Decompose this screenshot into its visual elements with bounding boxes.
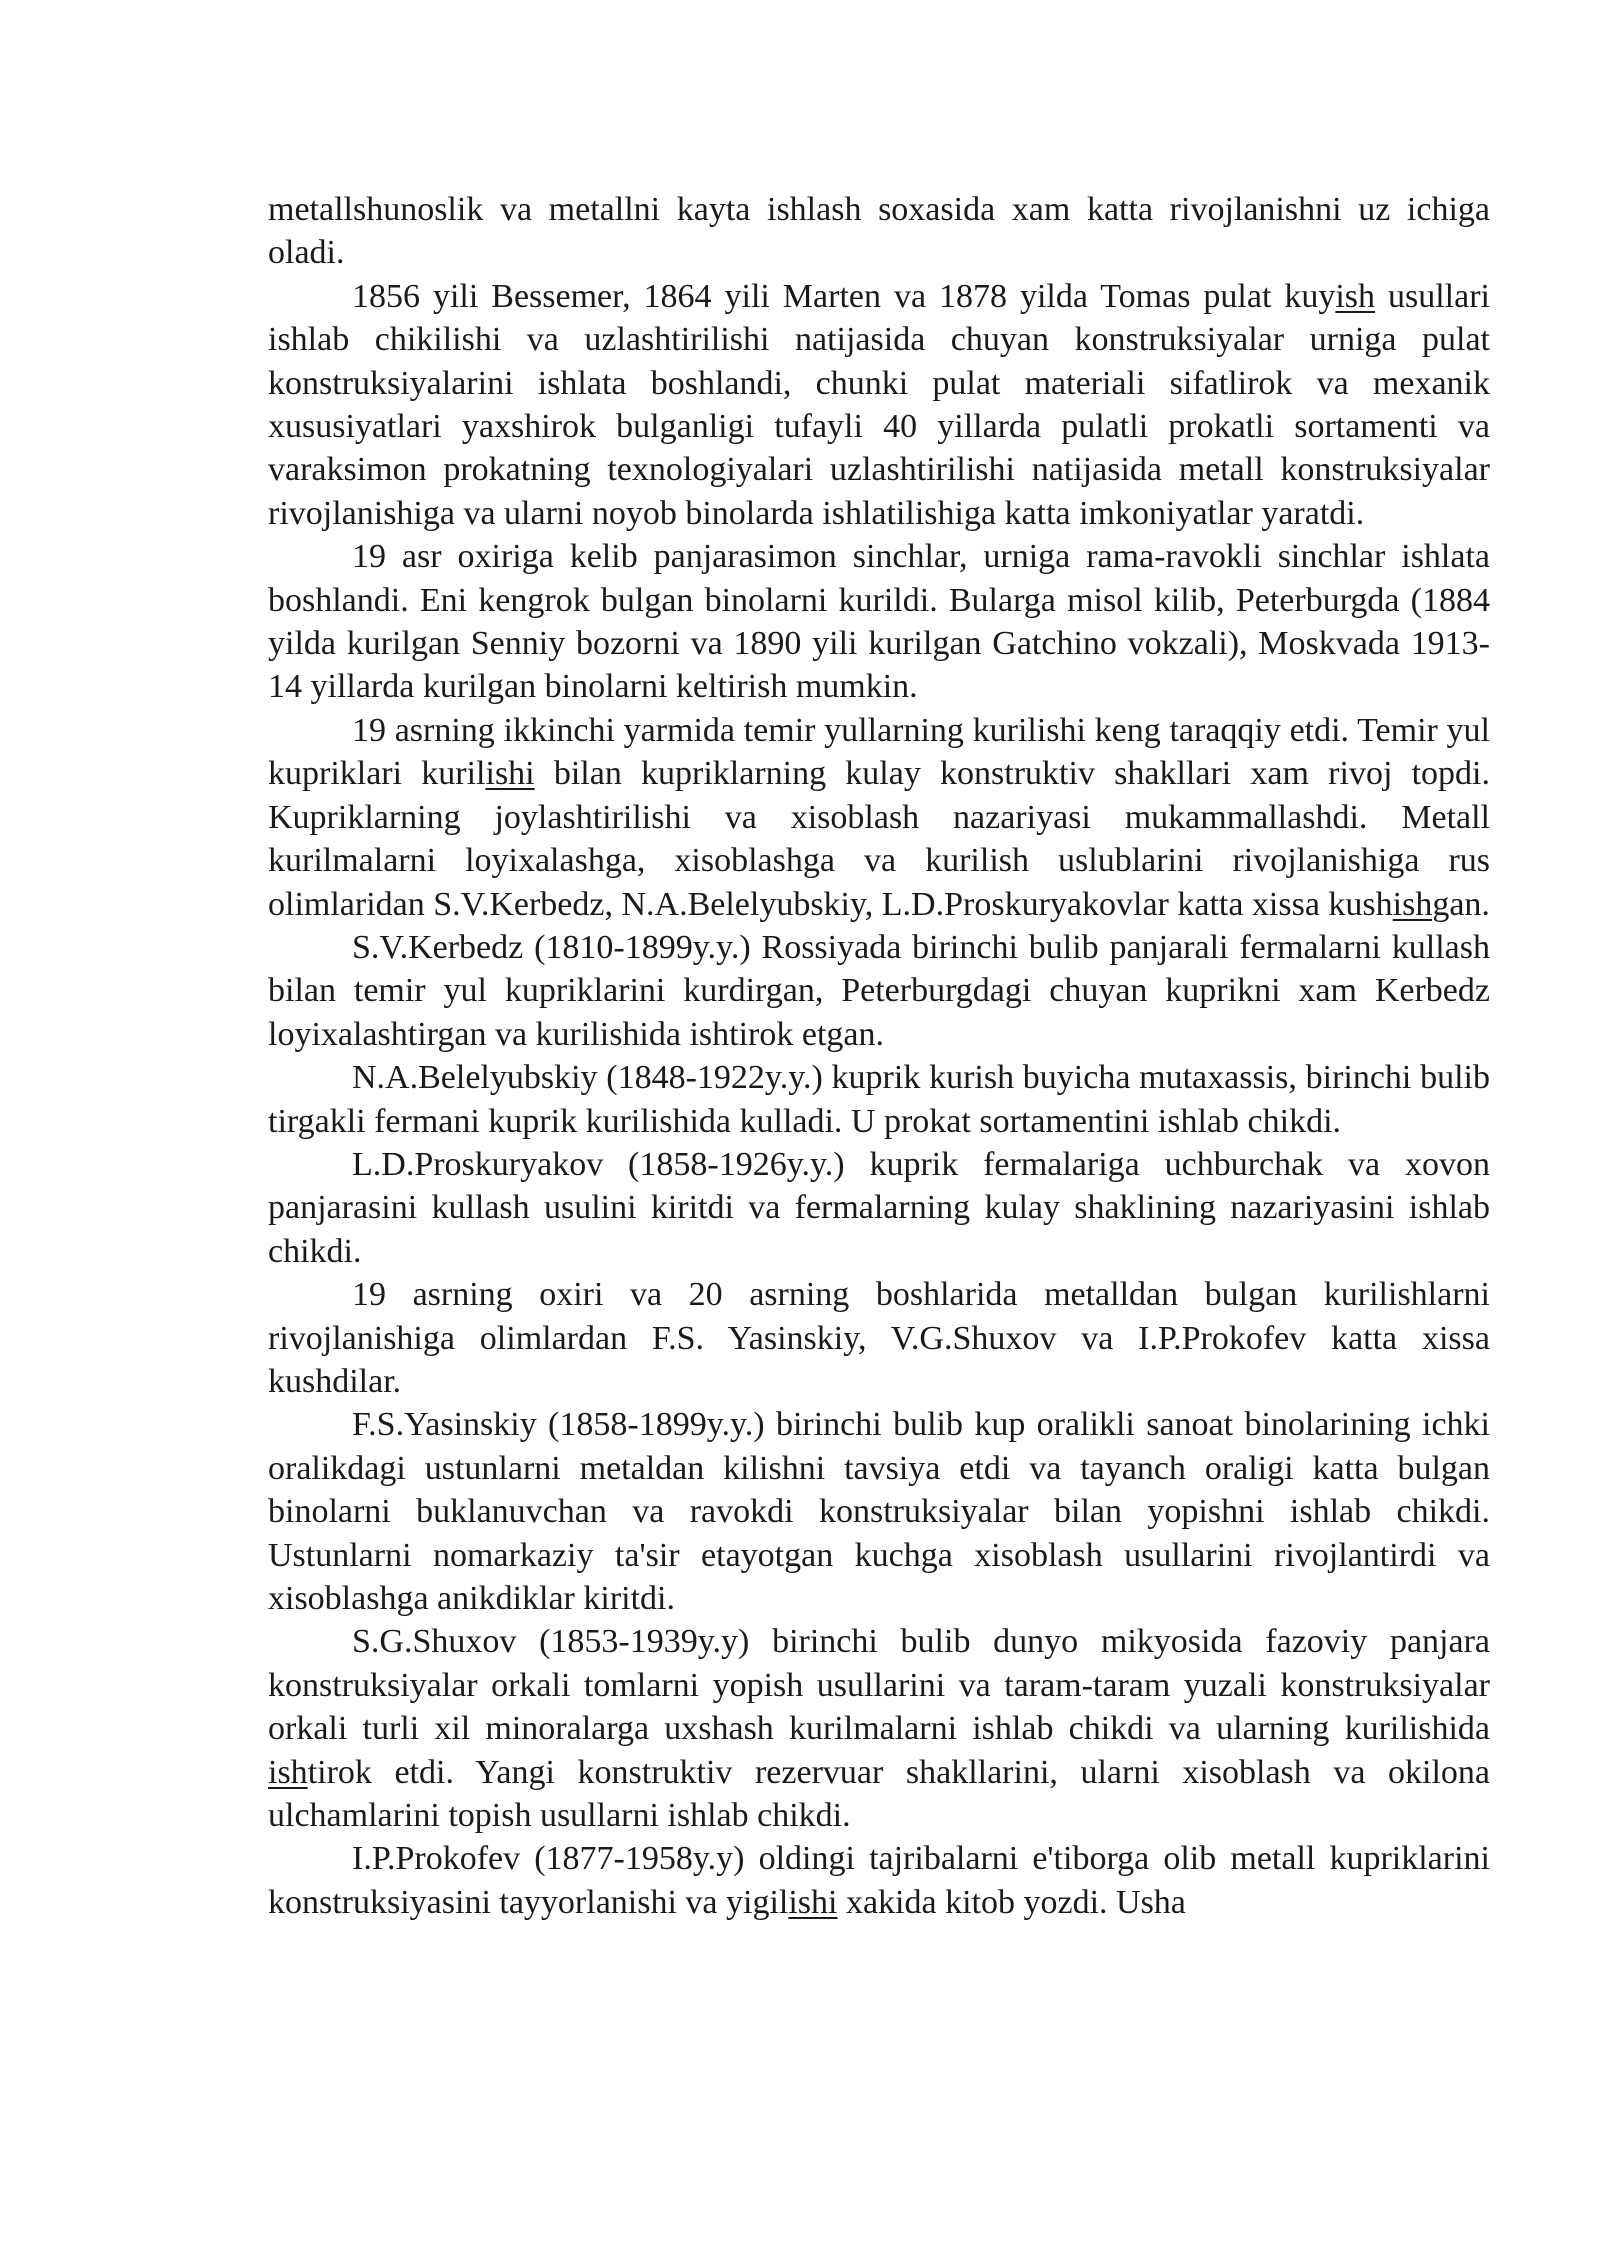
text-run: an. — [1449, 885, 1490, 923]
paragraph — [268, 709, 1490, 926]
underlined-text: ishg — [1392, 885, 1450, 923]
paragraph — [268, 1403, 1490, 1620]
text-run: bilan kupriklarning kulay konstruktiv shakllari xam rivoj topdi. Kupriklarning joylashtirilishi va xisoblash nazariyasi mukammallashdi. Metall kurilmalarni loyixalashga, xisoblashga va kurilish uslublarini rivojlanishiga rus olimlaridan S.V.Kerbedz, N.A.Belelyubskiy, L.D.Proskuryakovlar katta xissa kush — [268, 755, 1490, 923]
paragraph — [268, 1620, 1490, 1837]
underlined-text: ishi — [485, 755, 535, 793]
text-run: 19 asr oxiriga kelib panjarasimon sinchlar, urniga rama-ravokli sinchlar ishlata boshlandi. Eni kengrok bulgan binolarni kurildi. Bularga misol kilib, Peterburgda (1884 yilda kurilgan Senniy bozorni va 1890 yili kurilgan Gatchino vokzali), Moskvada 1913-14 yillarda kurilgan binolarni keltirish mumkin. — [268, 538, 1490, 706]
text-run: xakida kitob yozdi. Usha — [837, 1883, 1186, 1921]
text-run: tirok etdi. Yangi konstruktiv rezervuar shakllarini, ularni xisoblash va okilona ulchamlarini topish usullarni ishlab chikdi. — [268, 1753, 1490, 1835]
paragraph — [268, 1273, 1490, 1403]
text-run: 19 asrning ikkinchi yarmida temir yullarning kurilishi keng taraqqiy etdi. Temir yul kupriklari kuril — [268, 711, 1490, 793]
text-run: N.A.Belelyubskiy (1848-1922y.y.) kuprik kurish buyicha mutaxassis, birinchi bulib tirgakli fermani kuprik kurilishida kulladi. U prokat sortamentini ishlab chikdi. — [268, 1059, 1490, 1140]
paragraph — [268, 188, 1490, 275]
underlined-text: ish — [268, 1753, 308, 1791]
text-run: I.P.Prokofev (1877-1958y.y) oldingi tajribalarni e'tiborga olib metall kupriklarini konstruksiyasini tayyorlanishi va yigil — [268, 1840, 1490, 1921]
text-run: metallshunoslik va metallni kayta ishlash soxasida xam katta rivojlanishni uz ichiga oladi. — [268, 191, 1490, 272]
paragraph — [268, 275, 1490, 535]
text-run: S.V.Kerbedz (1810-1899y.y.) Rossiyada birinchi bulib panjarali fermalarni kullash bilan temir yul kupriklarini kurdirgan, Peterburgdagi chuyan kuprikni xam Kerbedz loyixalashtirgan va kurilishida ishtirok etgan. — [268, 928, 1490, 1053]
paragraph — [268, 1056, 1490, 1143]
underlined-text: ish — [1335, 277, 1376, 315]
paragraph — [268, 1143, 1490, 1273]
paragraph — [268, 1837, 1490, 1924]
paragraph — [268, 535, 1490, 709]
text-run: L.D.Proskuryakov (1858-1926y.y.) kuprik fermalariga uchburchak va xovon panjarasini kullash usulini kiritdi va fermalarning kulay shaklining nazariyasini ishlab chikdi. — [268, 1145, 1490, 1270]
text-run: 1856 yili Bessemer, 1864 yili Marten va 1878 yilda Tomas pulat kuy — [352, 277, 1336, 315]
underlined-text: ishi — [788, 1883, 838, 1921]
text-run: usullari ishlab chikilishi va uzlashtirilishi natijasida chuyan konstruksiyalar urniga pulat konstruksiyalarini ishlata boshlandi, chunki pulat materiali sifatlirok va mexanik xususiyatlari yaxshirok bulganligi tufayli 40 yillarda pulatli prokatli sortamenti va varaksimon prokatning texnologiyalari uzlashtirilishi natijasida metall konstruksiyalar rivojlanishiga va ularni noyob binolarda ishlatilishiga katta imkoniyatlar yaratdi. — [268, 277, 1490, 532]
paragraph — [268, 926, 1490, 1056]
document-page — [268, 188, 1490, 1924]
text-run: 19 asrning oxiri va 20 asrning boshlarida metalldan bulgan kurilishlarni rivojlanishiga olimlardan F.S. Yasinskiy, V.G.Shuxov va I.P.Prokofev katta xissa kushdilar. — [268, 1276, 1490, 1400]
text-run: S.G.Shuxov (1853-1939y.y) birinchi bulib dunyo mikyosida fazoviy panjara konstruksiyalar orkali tomlarni yopish usullarini va taram-taram yuzali konstruksiyalar orkali turli xil minoralarga uxshash kurilmalarni ishlab chikdi va ularning kurilishida — [268, 1623, 1490, 1748]
text-run: F.S.Yasinskiy (1858-1899y.y.) birinchi bulib kup oralikli sanoat binolarining ichki oralikdagi ustunlarni metaldan kilishni tavsiya etdi va tayanch oraligi katta bulgan binolarni buklanuvchan va ravokdi konstruksiyalar bilan yopishni ishlab chikdi. Ustunlarni nomarkaziy ta'sir etayotgan kuchga xisoblash usullarini rivojlantirdi va xisoblashga anikdiklar kiritdi. — [268, 1406, 1490, 1617]
